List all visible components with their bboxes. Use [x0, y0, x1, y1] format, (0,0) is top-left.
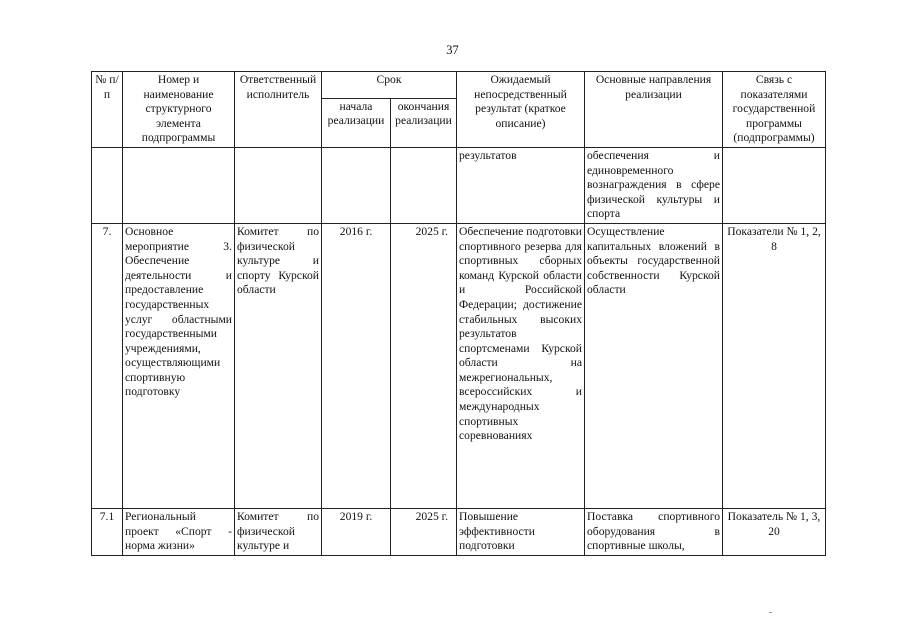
cell-num	[92, 147, 123, 223]
cell-name	[123, 147, 235, 223]
header-start: начала реализации	[322, 98, 391, 147]
cell-result: Повышение эффективности подготовки	[457, 508, 585, 555]
cell-directions: обеспечения и единовременного вознаграждения в сфере физической культуры и спорта	[585, 147, 723, 223]
cell-directions: Осуществление капитальных вложений в объекты государственной собственности Курской области	[585, 223, 723, 508]
cell-directions: Поставка спортивного оборудования в спортивные школы,	[585, 508, 723, 555]
cell-result: Обеспечение подготовки спортивного резерва для спортивных сборных команд Курской области и Российской Федерации; достижение стабильных высоких результатов спортсменами Курской области на межрегиональных, всероссийских и международных спортивных соревнованиях	[457, 223, 585, 508]
page-number: 37	[446, 43, 459, 57]
cell-name: Основное мероприятие 3. Обеспечение деятельности и предоставление государственных услуг областными государственными учреждениями, осуществляющими спортивную подготовку	[123, 223, 235, 508]
cell-end: 2025 г.	[391, 223, 457, 508]
cell-executor: Комитет по физической культуре и спорту Курской области	[235, 223, 322, 508]
table-row	[92, 147, 826, 223]
header-executor: Ответственный исполнитель	[235, 72, 322, 148]
cell-name: Региональный проект «Спорт - норма жизни»	[123, 508, 235, 555]
cell-start: 2016 г.	[322, 223, 391, 508]
cell-link: Показатели № 1, 2, 8	[723, 223, 826, 508]
cell-end: 2025 г.	[391, 508, 457, 555]
header-name: Номер и наименование структурного элемента подпрограммы	[123, 72, 235, 148]
scan-speck	[769, 612, 772, 613]
table-row	[92, 223, 826, 508]
header-directions: Основные направления реализации	[585, 72, 723, 148]
header-end: окончания реализации	[391, 98, 457, 147]
subprogram-table	[91, 71, 826, 556]
cell-executor	[235, 147, 322, 223]
cell-start: 2019 г.	[322, 508, 391, 555]
header-result: Ожидаемый непосредственный результат (краткое описание)	[457, 72, 585, 148]
cell-num: 7.	[92, 223, 123, 508]
cell-link: Показатель № 1, 3, 20	[723, 508, 826, 555]
header-link: Связь с показателями государственной программы (подпрограммы)	[723, 72, 826, 148]
table-row	[92, 508, 826, 555]
header-num: № п/п	[92, 72, 123, 148]
header-term: Срок	[322, 72, 457, 99]
cell-link	[723, 147, 826, 223]
cell-num: 7.1	[92, 508, 123, 555]
cell-start	[322, 147, 391, 223]
cell-result: результатов	[457, 147, 585, 223]
table-header-row	[92, 72, 826, 99]
cell-end	[391, 147, 457, 223]
cell-executor: Комитет по физической культуре и	[235, 508, 322, 555]
